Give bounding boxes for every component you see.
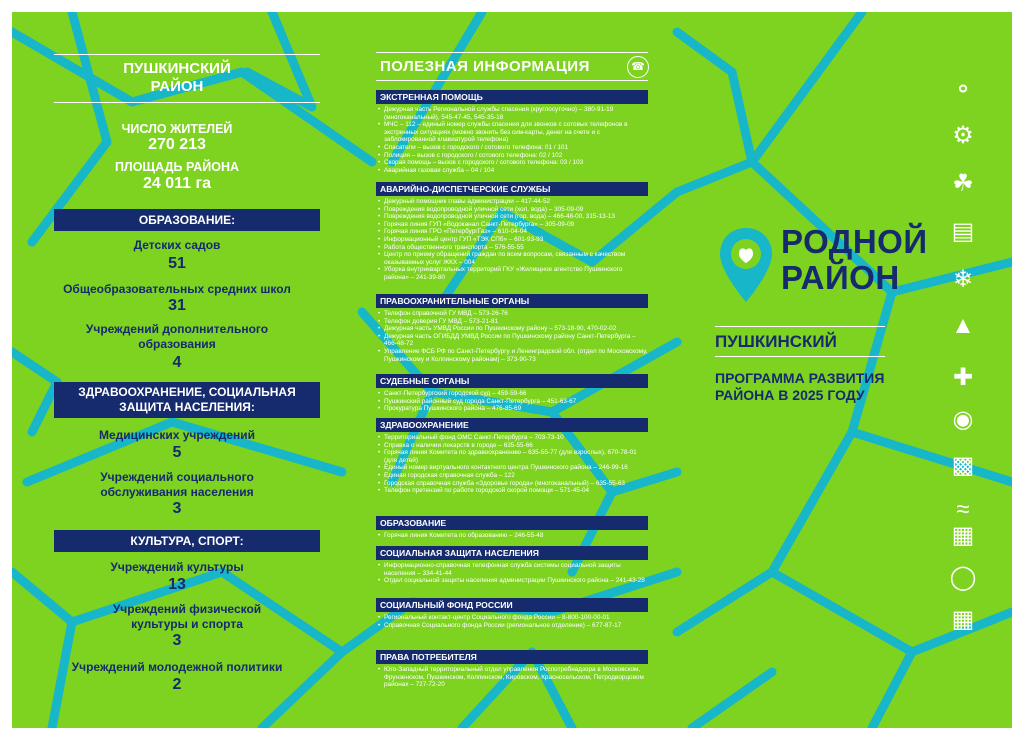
list-item: • Повреждения водопроводной уличной сети (гор. вода) – 466-48-00, 315-13-13 bbox=[378, 213, 648, 221]
useful-info-title: ПОЛЕЗНАЯ ИНФОРМАЦИЯ bbox=[380, 58, 590, 75]
section-social-list bbox=[378, 562, 648, 585]
cover-panel bbox=[677, 12, 1012, 728]
list-item: • Скорая помощь – вызов с городского / сотового телефона: 03 / 103 bbox=[378, 159, 648, 167]
section-dispatch-list bbox=[378, 198, 648, 282]
list-item: • Дежурный помощник главы администрации – 417-44-52 bbox=[378, 198, 648, 206]
drain-icon: ◯ bbox=[949, 564, 977, 591]
list-item: • Управление ФСБ РФ по Санкт-Петербургу и Ленинградской обл. (отдел по Московскому, Пушкинскому и Колпинскому районам) – 373-90-73 bbox=[378, 348, 648, 363]
population-value: 270 213 bbox=[148, 136, 206, 153]
population-label: ЧИСЛО ЖИТЕЛЕЙ bbox=[121, 122, 233, 136]
section-law-list bbox=[378, 310, 648, 363]
wifi-icon: ≈ bbox=[956, 496, 970, 523]
section-law-header: ПРАВООХРАНИТЕЛЬНЫЕ ОРГАНЫ bbox=[376, 294, 648, 308]
list-item: • Городская справочная служба «Здоровье города» (многоканальный) – 635-55-63 bbox=[378, 480, 648, 488]
medical-label: Медицинских учреждений bbox=[98, 428, 256, 442]
construction-crane-icon: ▲ bbox=[951, 312, 975, 339]
section-emergency-list bbox=[378, 106, 648, 174]
section-education-list bbox=[378, 532, 648, 540]
list-item: • Санкт-Петербургский городской суд – 459-59-66 bbox=[378, 390, 648, 398]
schools-value: 31 bbox=[168, 297, 186, 314]
list-item: • Полиция – вызов с городского / сотового телефона: 02 / 102 bbox=[378, 152, 648, 160]
list-item: • Дежурная часть Региональной службы спасения (круглосуточно) – 380-91-19 (многоканальный), 545-47-45, 545-35-18 bbox=[378, 106, 648, 121]
health-header: ЗДРАВООХРАНЕНИЕ, СОЦИАЛЬНАЯ ЗАЩИТА НАСЕЛЕНИЯ: bbox=[54, 382, 320, 418]
section-social-header: СОЦИАЛЬНАЯ ЗАЩИТА НАСЕЛЕНИЯ bbox=[376, 546, 648, 560]
youth-value: 2 bbox=[172, 676, 182, 693]
buildings-icon: ▦ bbox=[951, 522, 975, 549]
list-item: • Горячая линия ГУП «Водоканал Санкт-Петербурга» – 305-09-09 bbox=[378, 221, 648, 229]
list-item: • Справка о наличии лекарств в городе – 635-55-66 bbox=[378, 442, 648, 450]
first-aid-icon: ✚ bbox=[952, 364, 974, 391]
logo-line-1: РОДНОЙ bbox=[781, 223, 928, 260]
tram-icon: ▤ bbox=[951, 218, 975, 245]
social-service-label: Учреждений социального обслуживания населения bbox=[100, 470, 254, 499]
list-item: • Единый номер виртуального контактного центра Пушкинского района – 246-99-16 bbox=[378, 464, 648, 472]
culture-label: Учреждений культуры bbox=[110, 560, 244, 574]
section-social-fund-header: СОЦИАЛЬНЫЙ ФОНД РОССИИ bbox=[376, 598, 648, 612]
section-social-fund-list bbox=[378, 614, 648, 629]
section-education-header: ОБРАЗОВАНИЕ bbox=[376, 516, 648, 530]
divider bbox=[376, 80, 648, 81]
area-value: 24 011 га bbox=[142, 175, 212, 192]
culture-value: 13 bbox=[168, 576, 186, 593]
section-courts-list bbox=[378, 390, 648, 413]
district-facts-panel bbox=[12, 12, 342, 728]
medical-value: 5 bbox=[172, 444, 182, 461]
car-icon: ▩ bbox=[951, 452, 975, 479]
brochure-sheet bbox=[12, 12, 1012, 728]
kindergartens-value: 51 bbox=[168, 255, 186, 272]
useful-info-panel bbox=[342, 12, 677, 728]
divider bbox=[376, 52, 648, 53]
phone-icon: ☎ bbox=[627, 56, 649, 78]
list-item: • Телефон претензий по работе городской скорой помощи – 571-45-04 bbox=[378, 487, 648, 495]
list-item: • Пушкинский районный суд города Санкт-Петербурга – 451-63-67 bbox=[378, 398, 648, 406]
section-consumer-header: ПРАВА ПОТРЕБИТЕЛЯ bbox=[376, 650, 648, 664]
logo-line-2: РАЙОН bbox=[781, 259, 900, 296]
section-health-header: ЗДРАВООХРАНЕНИЕ bbox=[376, 418, 648, 432]
list-item: • Информационный центр ГУП «ТЭК СПб» – 601-93-93 bbox=[378, 236, 648, 244]
section-emergency-header: ЭКСТРЕННАЯ ПОМОЩЬ bbox=[376, 90, 648, 104]
culture-header: КУЛЬТУРА, СПОРТ: bbox=[54, 530, 320, 552]
list-item: • Спасатели – вызов с городского / сотового телефона: 01 / 101 bbox=[378, 144, 648, 152]
list-item: • Дежурная часть УМВД России по Пушкинскому району – 573-18-90, 470-02-02 bbox=[378, 325, 648, 333]
extra-education-value: 4 bbox=[172, 354, 182, 371]
list-item: • Территориальный фонд ОМС Санкт-Петербурга – 703-73-10 bbox=[378, 434, 648, 442]
street-lamp-bench-icon: ▦ bbox=[951, 606, 975, 633]
list-item: • Отдел социальной защиты населения администрации Пушкинского района – 241-43-28 bbox=[378, 577, 648, 585]
map-pin-logo-icon bbox=[717, 226, 775, 304]
list-item: • Региональный контакт-центр Социального фонда России – 8-800-100-00-01 bbox=[378, 614, 648, 622]
schools-label: Общеобразовательных средних школ bbox=[63, 282, 291, 296]
divider bbox=[54, 54, 320, 55]
list-item: • Единая городская справочная служба – 122 bbox=[378, 472, 648, 480]
social-service-value: 3 bbox=[172, 500, 182, 517]
traffic-light-icon: ⚬ bbox=[952, 76, 974, 103]
list-item: • Прокуратура Пушкинского района – 476-85-69 bbox=[378, 405, 648, 413]
area-label: ПЛОЩАДЬ РАЙОНА bbox=[114, 160, 240, 174]
section-dispatch-header: АВАРИЙНО-ДИСПЕТЧЕРСКИЕ СЛУЖБЫ bbox=[376, 182, 648, 196]
list-item: • Телефон доверия ГУ МВД – 573-21-81 bbox=[378, 318, 648, 326]
section-courts-header: СУДЕБНЫЕ ОРГАНЫ bbox=[376, 374, 648, 388]
tree-icon: ☘ bbox=[952, 170, 974, 197]
list-item: • Юго-Западный территориальный отдел управления Роспотребнадзора в Московском, Фрунзенском, Пушкинском, Колпинском, Кировском, Красносельском, Петродворцовом районах – 727-72-20 bbox=[378, 666, 648, 689]
camera-icon: ◉ bbox=[952, 406, 974, 433]
section-consumer-list bbox=[378, 666, 648, 689]
divider bbox=[715, 356, 885, 357]
list-item: • Аварийная газовая служба – 04 / 104 bbox=[378, 167, 648, 175]
list-item: • Уборка внутриквартальных территорий ГКУ «Жилищное агентство Пушкинского района» – 241-39-80 bbox=[378, 266, 648, 281]
divider bbox=[715, 326, 885, 327]
list-item: • Горячая линия Комитета по образованию – 246-55-48 bbox=[378, 532, 648, 540]
logo-wordmark bbox=[781, 224, 928, 296]
pipe-icon: ⚙ bbox=[952, 122, 974, 149]
district-name: ПУШКИНСКИЙ bbox=[715, 332, 837, 351]
list-item: • Повреждения водопроводной уличной сети (хол. вода) – 305-09-09 bbox=[378, 206, 648, 214]
section-health-list bbox=[378, 434, 648, 495]
list-item: • Работа общественного транспорта – 576-55-55 bbox=[378, 244, 648, 252]
list-item: • Горячая линия Комитета по здравоохранению – 635-55-77 (для взрослых), 670-78-01 (для детей) bbox=[378, 449, 648, 464]
district-title: ПУШКИНСКИЙ РАЙОН bbox=[123, 60, 231, 95]
kindergartens-label: Детских садов bbox=[133, 238, 221, 252]
list-item: • Горячая линия ГРО «ПетербургГаз» – 610-04-04 bbox=[378, 228, 648, 236]
program-title: ПРОГРАММА РАЗВИТИЯ РАЙОНА В 2025 ГОДУ bbox=[715, 370, 885, 403]
divider bbox=[54, 102, 320, 103]
list-item: • Центр по приему обращений граждан по всем вопросам, связанным с качеством оказываемых услуг ЖКХ – 004 bbox=[378, 251, 648, 266]
list-item: • Информационно-справочная телефонная служба системы социальной защиты населения – 334-41-44 bbox=[378, 562, 648, 577]
sport-label: Учреждений физической культуры и спорта bbox=[112, 602, 262, 631]
list-item: • МЧС – 112 – единый номер службы спасения для звонков с сотовых телефонов в экстренных ситуациях (можно звонить без сим-карты, денег на счете и с заблокированной клавиатурой телефона) bbox=[378, 121, 648, 144]
snowflake-icon: ❄ bbox=[952, 266, 974, 293]
list-item: • Справочная Социального фонда России (региональное отделение) – 677-87-17 bbox=[378, 622, 648, 630]
extra-education-label: Учреждений дополнительного образования bbox=[85, 322, 269, 351]
list-item: • Телефон справочной ГУ МВД – 573-26-76 bbox=[378, 310, 648, 318]
sport-value: 3 bbox=[172, 632, 182, 649]
youth-label: Учреждений молодежной политики bbox=[71, 660, 283, 674]
education-header: ОБРАЗОВАНИЕ: bbox=[54, 209, 320, 231]
list-item: • Дежурная часть ОГИБДД УМВД России по Пушкинскому району Санкт-Петербурга – 466-48-72 bbox=[378, 333, 648, 348]
